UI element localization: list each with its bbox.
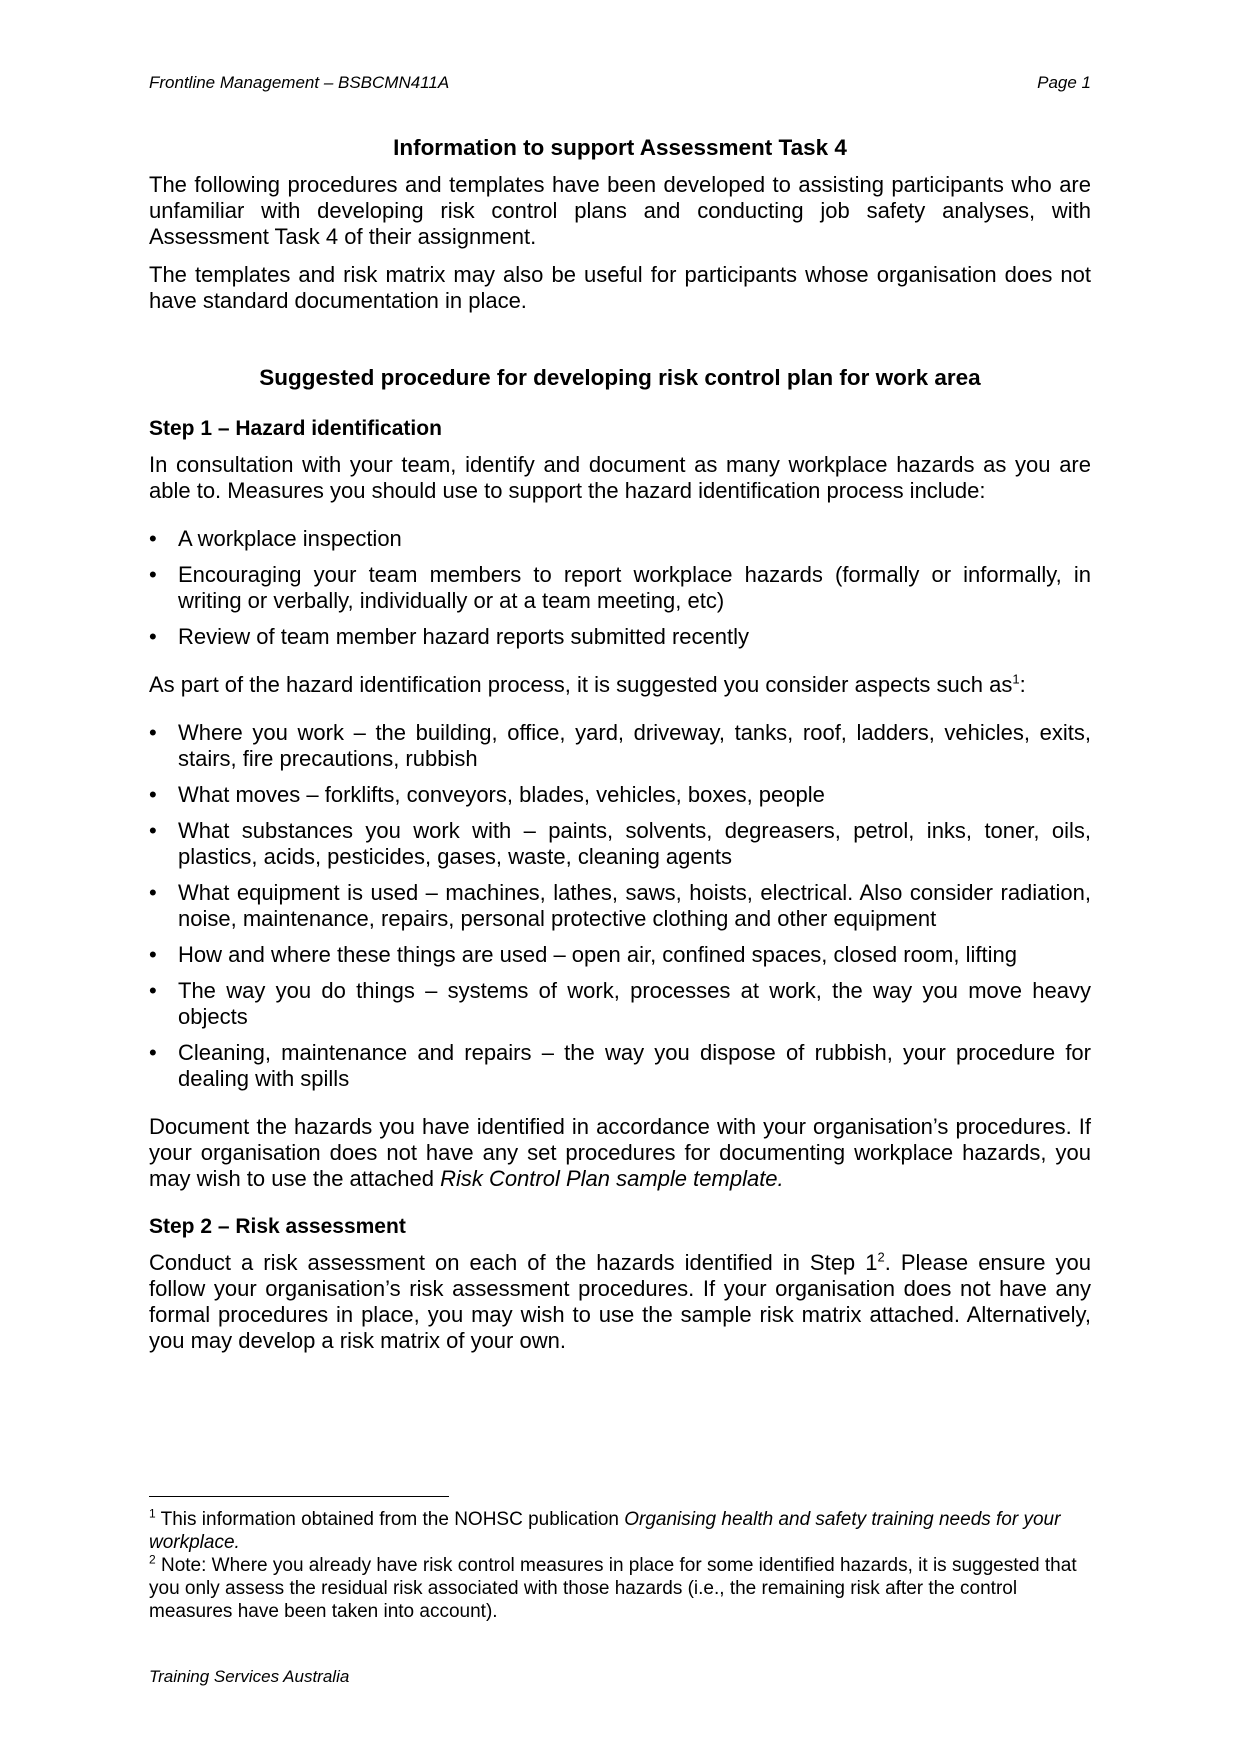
- step1-paragraph: In consultation with your team, identify and document as many workplace hazards as you are able to. Measures you should use to support the hazard identification process include:: [149, 452, 1091, 503]
- footnote-1-publication: Organising health and safety training needs for your workplace.: [149, 1509, 1061, 1553]
- measures-list: [149, 526, 1091, 650]
- header-course-title: Frontline Management – BSBCMN411A: [149, 73, 450, 92]
- list-item: • What moves – forklifts, conveyors, blades, vehicles, boxes, people: [149, 782, 1091, 808]
- list-item: • How and where these things are used – open air, confined spaces, closed room, lifting: [149, 942, 1091, 968]
- list-item: • The way you do things – systems of work, processes at work, the way you move heavy objects: [149, 978, 1091, 1030]
- footnote-ref-2: 2: [877, 1249, 885, 1265]
- list-item: • Where you work – the building, office, yard, driveway, tanks, roof, ladders, vehicles, exits, stairs, fire precautions, rubbish: [149, 720, 1091, 772]
- aspects-list: [149, 720, 1091, 1092]
- footnote-2: [149, 1554, 1091, 1623]
- footnote-divider: [149, 1496, 449, 1497]
- document-hazards-paragraph: [149, 1114, 1091, 1192]
- aspects-intro-text: As part of the hazard identification process, it is suggested you consider aspects such as: [149, 672, 1013, 697]
- list-item: • What equipment is used – machines, lathes, saws, hoists, electrical. Also consider radiation, noise, maintenance, repairs, personal protective clothing and other equipment: [149, 880, 1091, 932]
- footnote-1: [149, 1508, 1091, 1554]
- header-page-number: Page 1: [1037, 73, 1091, 92]
- intro-paragraph-1: The following procedures and templates have been developed to assisting participants who are unfamiliar with developing risk control plans and conducting job safety analyses, with Assessment Task 4 of their assignment.: [149, 172, 1091, 249]
- step2-heading: Step 2 – Risk assessment: [149, 1215, 406, 1238]
- step2-text-b: . Please ensure you follow your organisation’s risk assessment procedures. If your organisation does not have any formal procedures in place, you may wish to use the sample risk matrix attached. Alternatively, you may develop a risk matrix of your own.: [149, 1250, 1091, 1353]
- footnote-ref-1: 1: [1012, 671, 1020, 687]
- footnote-2-number: 2: [149, 1552, 156, 1567]
- list-item: • Encouraging your team members to report workplace hazards (formally or informally, in writing or verbally, individually or at a team meeting, etc): [149, 562, 1091, 614]
- document-title: Information to support Assessment Task 4: [393, 135, 847, 160]
- list-item: • Cleaning, maintenance and repairs – the way you dispose of rubbish, your procedure for dealing with spills: [149, 1040, 1091, 1092]
- document-hazards-text: Document the hazards you have identified in accordance with your organisation’s procedures. If your organisation does not have any set procedures for documenting workplace hazards, you may wish to use the attached: [149, 1114, 1091, 1191]
- footnote-2-text: Note: Where you already have risk control measures in place for some identified hazards, it is suggested that you only assess the residual risk associated with those hazards (i.e., the remaining risk after the control measures have been taken into account).: [149, 1555, 1077, 1622]
- list-item: • Review of team member hazard reports submitted recently: [149, 624, 1091, 650]
- section-title: Suggested procedure for developing risk control plan for work area: [259, 365, 981, 390]
- step2-paragraph: [149, 1250, 1091, 1354]
- aspects-intro: [149, 672, 1091, 698]
- footnote-1-number: 1: [149, 1506, 156, 1521]
- footnotes: [149, 1508, 1091, 1623]
- aspects-intro-colon: :: [1019, 672, 1026, 697]
- document-body: [149, 134, 1091, 1354]
- step1-heading: Step 1 – Hazard identification: [149, 417, 442, 440]
- list-item: • A workplace inspection: [149, 526, 1091, 552]
- template-reference: Risk Control Plan sample template.: [440, 1166, 784, 1191]
- step2-text-a: Conduct a risk assessment on each of the hazards identified in Step 1: [149, 1250, 878, 1275]
- footnote-1-text: This information obtained from the NOHSC publication: [155, 1509, 625, 1530]
- list-item: • What substances you work with – paints, solvents, degreasers, petrol, inks, toner, oils, plastics, acids, pesticides, gases, waste, cleaning agents: [149, 818, 1091, 870]
- intro-paragraph-2: The templates and risk matrix may also be useful for participants whose organisation does not have standard documentation in place.: [149, 262, 1091, 313]
- page-footer: Training Services Australia: [149, 1667, 350, 1686]
